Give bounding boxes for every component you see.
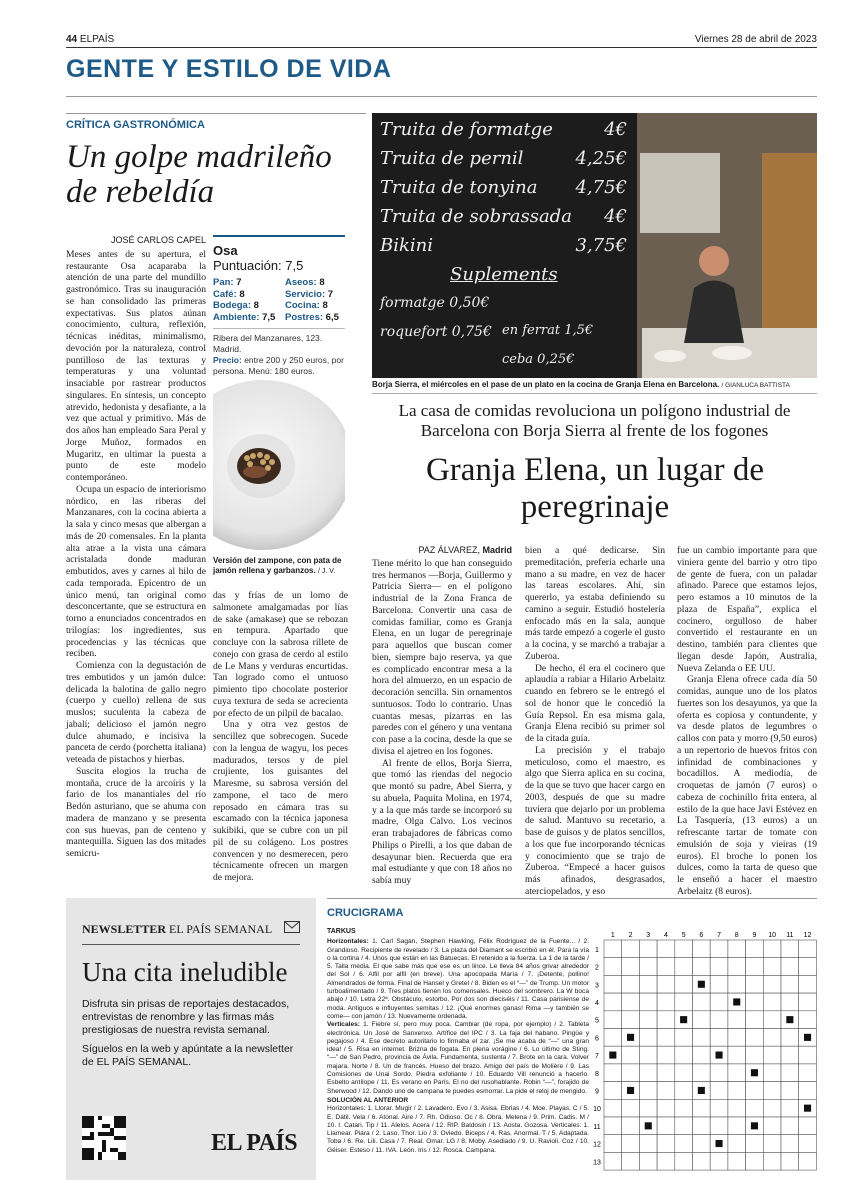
grid-col-number: 9 <box>752 932 757 939</box>
grid-cell[interactable] <box>657 975 675 993</box>
grid-cell[interactable] <box>675 1152 693 1170</box>
grid-cell[interactable] <box>710 975 728 993</box>
grid-row-number: 6 <box>595 1035 599 1043</box>
grid-cell[interactable] <box>693 1117 711 1135</box>
envelope-icon <box>284 920 300 938</box>
grid-cell[interactable] <box>604 993 622 1011</box>
qr-code-icon[interactable] <box>82 1116 126 1160</box>
grid-cell[interactable] <box>675 1064 693 1082</box>
grid-cell[interactable] <box>693 940 711 958</box>
grid-cell[interactable] <box>693 1152 711 1170</box>
grid-cell[interactable] <box>799 975 817 993</box>
grid-cell[interactable] <box>675 1082 693 1100</box>
grid-black-square <box>680 1016 687 1023</box>
grid-col-number: 1 <box>610 932 615 939</box>
grid-cell[interactable] <box>604 1152 622 1170</box>
grid-cell[interactable] <box>604 940 622 958</box>
grid-cell[interactable] <box>693 1099 711 1117</box>
scorecard-name: Osa <box>213 243 238 258</box>
feature-column-2 <box>525 545 665 898</box>
grid-cell[interactable] <box>710 1064 728 1082</box>
grid-cell[interactable] <box>728 958 746 976</box>
feature-byline: PAZ ÁLVAREZ, Madrid <box>418 545 512 555</box>
grid-cell[interactable] <box>781 1046 799 1064</box>
grid-cell[interactable] <box>622 940 640 958</box>
dish-photo <box>213 380 345 555</box>
grid-cell[interactable] <box>622 1011 640 1029</box>
grid-row-number: 3 <box>595 982 599 990</box>
chalkboard-photo <box>372 113 817 378</box>
chalkboard-menu: Truita de formatge Truita de pernil Truita de tonyina Truita de sobrassada Bikini Suplements formatge 0,50€ roquefort 0,75€ <box>380 119 572 340</box>
feature-paragraph: bien a qué dedicarse. Sin premeditación, prefería echarle una mano a su madre, en vez de hacer las tareas escolares. Ahí, sin quererlo, ya estaba definiendo su camino a seguir. Estudió hostelería enfocado más en la sala, aunque más tarde empezó a cogerle el gusto a la cocina, y se marchó a trabajar a Zuberoa. <box>525 545 665 662</box>
grid-col-number: 7 <box>717 932 722 939</box>
newsletter-ad[interactable] <box>66 898 316 1180</box>
grid-cell[interactable] <box>799 1135 817 1153</box>
newsletter-text: Disfruta sin prisas de reportajes destacados, entrevistas de renombre y las firmas más prestigiosas de nuestra revista semanal. <box>82 998 290 1036</box>
grid-cell[interactable] <box>746 1152 764 1170</box>
grid-cell[interactable] <box>763 1011 781 1029</box>
grid-cell[interactable] <box>622 1117 640 1135</box>
grid-cell[interactable] <box>657 958 675 976</box>
newsletter-cta: Síguelos en la web y apúntate a la newsletter de EL PAÍS SEMANAL. <box>82 1043 294 1068</box>
grid-cell[interactable] <box>746 975 764 993</box>
review-paragraph: Meses antes de su apertura, el restaurante Osa acaparaba la atención de una parte del mundillo gastronómico. Tras su inauguración se han consolidado las primeras expectativas. Sus platos aúnan conocimiento, cultura, reflexión, técnicas inéditas, minimalismo, devoción por la naturaleza, control puntilloso de las texturas y temperaturas y una voluntad insaciable por rastrear productos singulares. En síntesis, un concepto atrevido, hedonista y desafiante, a la vez que actual y primitivo. Más de dos años han empleado Sara Peral y Jorge Muñoz, formados en Mugaritz, en ultimar la puesta a punto de este modelo contemporáneo. <box>66 248 206 483</box>
scorecard-score: Puntuación: 7,5 <box>213 258 304 273</box>
grid-cell[interactable] <box>622 993 640 1011</box>
grid-col-number: 11 <box>786 932 794 939</box>
grid-cell[interactable] <box>728 1152 746 1170</box>
feature-paragraph: Tiene mérito lo que han conseguido tres hermanos —Borja, Guillermo y Patricia Sierra— en el polígono industrial de la Zona Franca de Barcelona. Convertir una casa de comidas familiar, como es Granja Elena, en un lugar de peregrinaje para aquellos que buscan comer bien, siempre bajo reserva, ya que es complicado encontrar mesa a la hora del almuerzo, en un espacio de decoración sencilla. Sin ornamentos suntuosos. Todo lo contrario. Unas cuantas mesas, pizarras en las paredes con el género y una ventana con pase a la cocina, desde la que se divisa el ajetreo en los fogones. <box>372 557 512 757</box>
grid-cell[interactable] <box>604 1011 622 1029</box>
grid-cell[interactable] <box>728 1099 746 1117</box>
grid-cell[interactable] <box>675 1135 693 1153</box>
grid-cell[interactable] <box>657 1135 675 1153</box>
feature-paragraph: fue un cambio importante para que viniera gente del barrio y otro tipo de gente de fuera, con un paladar afinado. Parece que estamos lejos, pero estamos a 10 minutos de la plaza de España”, explica el cocinero, orgulloso de haber convertido el restaurante en un destino, también para clientes que llegan desde Japón, Australia, Nueva Zelanda o EE UU. <box>677 545 817 674</box>
grid-cell[interactable] <box>763 975 781 993</box>
grid-cell[interactable] <box>763 993 781 1011</box>
grid-cell[interactable] <box>728 1011 746 1029</box>
grid-cell[interactable] <box>693 958 711 976</box>
grid-row-number: 2 <box>595 964 599 972</box>
grid-cell[interactable] <box>746 993 764 1011</box>
grid-cell[interactable] <box>746 1082 764 1100</box>
grid-black-square <box>751 1069 758 1076</box>
grid-col-number: 6 <box>699 932 704 939</box>
review-paragraph: Comienza con la degustación de tres embutidos y un jamón dulce: delicada la balotina de gallo negro (cuerpo y cuello) rellena de sus muslos; suculenta la cabeza de jabalí; delicioso el jamón negro dulce ahumado, e incisiva la panceta de cerdo (porchetta italiana) veteada de pistachos y hierbas. <box>66 660 206 765</box>
crossword-clues: TARKUS Horizontales: 1. Carl Sagan, Stephen Hawking, Félix Rodríguez de la Fuente... / 2. Grandioso. Recipiente de revelado / 3. La plaza del Diamant se escribió en él. Para la vía o la cortina / 4. Unos que están en las Batuecas. El retenido a la fuerza. La 1 de la tarde / 5. Talla media. El que sabe más que ese es un lince. Le lleva 84 años grivar alrededor del Sol / 6. Alfil por alfil (en breve). Una apocopada María / 7. ¡Detente, pollino! Almendrados de forma. Final de Hansel y Gretel / 8. Biden es el “—” de Trump. Un motor turboalimentado / 9. Tres platos tienen los comensales. Hueco del sombrero. La W boca abajo / 10. Letra 22ª. Obstáculo, estorbo. Por dos son dieciséis / 11. Casa parisiense de moda. Antiguos e influyentes semitas / 12. ¡Qué enormes ganas! Rima —y también se come— con jamón / 13. Nuevamente ordenada. Verticales: 1. Fiebre sí, pero muy poca. Cambiar (de ropa, por ejemplo) / 2. Tableta electrónica. Un José de Sanxenxo. Artífice del IPC / 3. La faja del habano. Pingüe y pegajoso / 4. Ese decreto autoritario lo firmaba el zar. ¡Se me acaba de “—” una gran idea! / 5. Risa en internet. Brizna de fogata. En plena vorágine / 6. Lo último de Sting. “—” de San Pedro, provincia de Ávila. Fundamenta, sustenta / 7. Brote en la cara. Volver majara. Norte / 8. Un de francés. Hueso del brazo. Amigo del país de Molière / 9. Las Comisiones de Unai Sordo. Piedra exfoliante / 10. Eduardo Vill renunció a hacerlo. Esbelto antílope / 11. Es verano en París. El no del rusohablante. Robin “—”, forajido de Sherwood / 12. Dando uno de campana te puedes esmorrar. La pide el reloj de mengido. SOLUCIÓN AL ANTERIOR Horizontales: 1. Llorar. Mugir / 2. Lavadero. Evo / 3. Asisa. Ebrias / 4. Moe. Playas. C / 5. E. Dátil. Vela / 6. Atonal. Aire / 7. Rh. Odioso. Oc / 8. Obra. Melena / 9. Prim. Cadis. M / 10. I. Catari. Tip / 11. Alelos. Acera / 12. RIP. Baldosin / 13. Aosta. Gozosa. Verticales: 1. Llamear. Piara / 2. Laso. Thor. Lio / 3. Oviedo. Biceps / 4. Ras. Anormal. T / 5. Adaptada. Toba / 6. Re. Lili. Casa / 7. Real. Omar. LG / 8. Moby. Asediado / 9. U. Ravioli. Coz / 10. Géiser. Esteso / 11. IVA. León. Iris / 12. Rosca. Campana. <box>327 928 589 1154</box>
grid-cell[interactable] <box>639 1029 657 1047</box>
grid-cell[interactable] <box>639 1082 657 1100</box>
grid-cell[interactable] <box>781 1029 799 1047</box>
grid-cell[interactable] <box>746 1046 764 1064</box>
grid-cell[interactable] <box>746 1135 764 1153</box>
scorecard: Osa Puntuación: 7,5 Pan: 7 Café: 8 Bodega: 8 Ambiente: 7,5 Aseos: 8 Servicio: 7 Cocina: 8 Postres: 6,5 Ribera del Manzanares, 123. Madrid. Precio: entre 200 y 250 euros, por persona. Menú: 180 euros. <box>213 235 345 377</box>
grid-cell[interactable] <box>763 1029 781 1047</box>
grid-cell[interactable] <box>710 958 728 976</box>
grid-cell[interactable] <box>763 1099 781 1117</box>
grid-col-number: 10 <box>768 932 777 939</box>
header-rule <box>66 47 817 48</box>
newsletter-label: NEWSLETTER EL PAÍS SEMANAL <box>82 921 273 936</box>
grid-cell[interactable] <box>710 1011 728 1029</box>
grid-cell[interactable] <box>728 975 746 993</box>
grid-cell[interactable] <box>763 1117 781 1135</box>
review-title: Un golpe madrileño de rebeldía <box>66 139 332 210</box>
feature-paragraph: Granja Elena ofrece cada día 50 comidas, aunque uno de los platos fuertes son los desayunos, ya que la oferta es copiosa y contundente, y va desde platos de legumbres o callos con pata y morro (9,50 euros) a un repertorio de huevos fritos con infinidad de combinaciones y bocadillos. A mediodía, de croquetas de jamón (7 euros) o cabeza de cochinillo frita entera, al estilo de la que hace Javi Estévez en La Tasquería, (13 euros) a un refrescante tartar de tomate con emulsión de soja y vieiras (19 euros). El broche lo ponen los dulces, como la tarta de queso que le enseñó a hacer el maestro Arbelaitz (8 euros). <box>677 674 817 897</box>
section-rule <box>66 96 817 97</box>
grid-cell[interactable] <box>657 993 675 1011</box>
grid-black-square <box>716 1052 723 1059</box>
grid-cell[interactable] <box>675 1029 693 1047</box>
solution-text: Horizontales: 1. Llorar. Mugir / 2. Lavadero. Evo / 3. Asisa. Ebrias / 4. Moe. Playas. C / 5. E. Dátil. Vela / 6. Atonal. Aire / 7. Rh. Odioso. Oc / 8. Obra. Melena / 9. Prim. Cadis. M / 10. I. Catari. Tip / 11. Alelos. Acera / 12. RIP. Baldosin / 13. Aosta. Gozosa. Verticales: 1. Llamear. Piara / 2. Laso. Thor. Lio / 3. Oviedo. Biceps / 4. Ras. Anormal. T / 5. Adaptada. Toba / 6. Re. Lili. Casa / 7. Real. Omar. LG / 8. Moby. Asediado / 9. U. Ravioli. Coz / 10. Géiser. Esteso / 11. IVA. León. Iris / 12. Rosca. Campana. <box>327 1105 589 1154</box>
grid-cell[interactable] <box>710 993 728 1011</box>
grid-row-number: 8 <box>595 1070 599 1078</box>
grid-cell[interactable] <box>799 1011 817 1029</box>
grid-row-number: 11 <box>593 1123 601 1131</box>
grid-cell[interactable] <box>781 1135 799 1153</box>
grid-cell[interactable] <box>675 1117 693 1135</box>
grid-cell[interactable] <box>728 1046 746 1064</box>
grid-cell[interactable] <box>710 940 728 958</box>
feature-column-1 <box>372 545 512 887</box>
grid-black-square <box>609 1052 616 1059</box>
grid-cell[interactable] <box>781 1064 799 1082</box>
grid-cell[interactable] <box>604 1029 622 1047</box>
grid-cell[interactable] <box>639 958 657 976</box>
grid-cell[interactable] <box>604 1135 622 1153</box>
grid-cell[interactable] <box>675 1046 693 1064</box>
grid-col-number: 5 <box>681 932 686 939</box>
review-paragraph: Ocupa un espacio de interiorismo nórdico, en las riberas del Manzanares, con la cocina abierta a la sala y cinco mesas que albergan a más de 20 comensales. En la planta alta atrae a la vista una cámara acristalada donde maduran embutidos, aves y carnes al hilo de cada temporada. Epicentro de un único menú, tan original como desconcertante, que se estructura en torno a enunciados concentrados en trilogías: los ingredientes, sus procedencias y las técnicas que reciben. <box>66 483 206 660</box>
grid-cell[interactable] <box>728 1135 746 1153</box>
grid-row-number: 1 <box>595 946 599 954</box>
review-paragraph: Suscita elogios la trucha de montaña, cruce de la arcoíris y la fario de los manantiales del río Bedón asturiano, que se ahuma con madera de manzano y se presenta con sus huevas, pan de centeno y mantequilla. Siguen las dos mitades semicru- <box>66 765 206 859</box>
feature-subtitle: La casa de comidas revoluciona un polígono industrial de Barcelona con Borja Sierra al frente de los fogones <box>398 401 791 440</box>
grid-black-square <box>804 1105 811 1112</box>
grid-cell[interactable] <box>763 1046 781 1064</box>
grid-cell[interactable] <box>604 975 622 993</box>
grid-col-number: 3 <box>646 932 651 939</box>
grid-cell[interactable] <box>763 940 781 958</box>
grid-cell[interactable] <box>639 940 657 958</box>
grid-cell[interactable] <box>746 1099 764 1117</box>
grid-cell[interactable] <box>746 940 764 958</box>
grid-cell[interactable] <box>763 1064 781 1082</box>
grid-cell[interactable] <box>657 1117 675 1135</box>
section-title: GENTE Y ESTILO DE VIDA <box>66 55 392 83</box>
grid-cell[interactable] <box>675 940 693 958</box>
grid-black-square <box>645 1122 652 1129</box>
grid-cell[interactable] <box>639 1152 657 1170</box>
grid-cell[interactable] <box>693 1046 711 1064</box>
grid-black-square <box>786 1016 793 1023</box>
grid-cell[interactable] <box>781 958 799 976</box>
grid-cell[interactable] <box>622 1152 640 1170</box>
grid-cell[interactable] <box>675 958 693 976</box>
review-kicker: CRÍTICA GASTRONÓMICA <box>66 119 205 131</box>
review-byline: JOSÉ CARLOS CAPEL <box>110 235 206 245</box>
restaurant-price: Precio: entre 200 y 250 euros, por persona. Menú: 180 euros. <box>213 355 344 376</box>
grid-black-square <box>733 998 740 1005</box>
grid-cell[interactable] <box>657 940 675 958</box>
solution-title: SOLUCIÓN AL ANTERIOR <box>327 1096 409 1104</box>
grid-cell[interactable] <box>763 1135 781 1153</box>
grid-cell[interactable] <box>622 1099 640 1117</box>
crossword-title: CRUCIGRAMA <box>327 907 404 919</box>
grid-cell[interactable] <box>746 1011 764 1029</box>
review-paragraph: das y frías de un lomo de salmonete amalgamadas por lías de sake (amakase) que se rebozan en tempura. Apartado que concluye con la sabrosa rillete de conejo con grasa de cerdo al estilo de Le Mans y verduras encurtidas. Tan logrado como el untuoso pimiento tipo chocolate posterior cuya textura de seda se acrecienta por efecto de un pilpil de bacalao. <box>213 590 348 719</box>
grid-cell[interactable] <box>781 940 799 958</box>
grid-row-number: 4 <box>595 999 599 1007</box>
grid-cell[interactable] <box>746 1029 764 1047</box>
grid-row-number: 7 <box>595 1053 599 1061</box>
grid-row-number: 5 <box>595 1017 599 1025</box>
restaurant-address: Ribera del Manzanares, 123. Madrid. <box>213 333 323 354</box>
chalkboard-prices: 4€ 4,25€ 4,75€ 4€ 3,75€ <box>575 119 627 256</box>
grid-cell[interactable] <box>781 1152 799 1170</box>
grid-cell[interactable] <box>675 1099 693 1117</box>
grid-cell[interactable] <box>710 1152 728 1170</box>
grid-row-number: 9 <box>595 1088 599 1096</box>
feature-photo-caption: Borja Sierra, el miércoles en el pase de un plato en la cocina de Granja Elena en Barcelona. / GIANLUCA BATTISTA <box>372 380 790 389</box>
grid-cell[interactable] <box>799 993 817 1011</box>
grid-cell[interactable] <box>693 1029 711 1047</box>
grid-cell[interactable] <box>781 975 799 993</box>
grid-cell[interactable] <box>639 1011 657 1029</box>
grid-cell[interactable] <box>657 1011 675 1029</box>
grid-cell[interactable] <box>657 1152 675 1170</box>
grid-black-square <box>698 981 705 988</box>
grid-cell[interactable] <box>728 1117 746 1135</box>
grid-row-number: 12 <box>593 1141 601 1149</box>
grid-cell[interactable] <box>622 1046 640 1064</box>
grid-black-square <box>627 1034 634 1041</box>
feature-paragraph: Al frente de ellos, Borja Sierra, que tomó las riendas del negocio que montó su padre, Abel Sierra, y su abuela, Paquita Molina, en 1974, y a la que más tarde se incorporó su madre, Olga Calvo. Los vecinos eran trabajadores de fábricas como Philips o Pirelli, a los que daban de desayunar bien. Recuerda que era mal estudiante y que con 18 años no sabía muy <box>372 757 512 886</box>
grid-row-number: 13 <box>593 1159 601 1167</box>
clues-horizontal: Horizontales: 1. Carl Sagan, Stephen Hawking, Félix Rodríguez de la Fuente... / 2. Grandioso. Recipiente de revelado / 3. La plaza del Diamant se escribió en él. Para la vía o la cortina / 4. Unos que están en las Batuecas. El retenido a la fuerza. La 1 de la tarde / 5. Talla media. El que sabe más que ese es un lince. Le lleva 84 años grivar alrededor del Sol / 6. Alfil por alfil (en breve). Una apocopada María / 7. ¡Detente, pollino! Almendrados de forma. Final de Hansel y Gretel / 8. Biden es el “—” de Trump. Un motor turboalimentado / 9. Tres platos tienen los comensales. Hueco del sombrero. La W boca abajo / 10. Letra 22ª. Obstáculo, estorbo. Por dos son dieciséis / 11. Casa parisiense de moda. Antiguos e influyentes semitas / 12. ¡Qué enormes ganas! Rima —y también se come— con jamón / 13. Nuevamente ordenada. <box>327 938 589 1020</box>
newsletter-headline: Una cita ineludible <box>82 957 288 987</box>
grid-cell[interactable] <box>799 958 817 976</box>
review-column-2 <box>213 590 348 884</box>
grid-cell[interactable] <box>604 1117 622 1135</box>
kicker-rule <box>66 113 366 114</box>
grid-cell[interactable] <box>604 1099 622 1117</box>
grid-cell[interactable] <box>710 1099 728 1117</box>
crossword-grid[interactable] <box>592 928 817 1173</box>
grid-cell[interactable] <box>781 993 799 1011</box>
grid-cell[interactable] <box>799 1064 817 1082</box>
grid-cell[interactable] <box>639 1046 657 1064</box>
grid-cell[interactable] <box>728 1064 746 1082</box>
grid-cell[interactable] <box>781 1099 799 1117</box>
grid-cell[interactable] <box>622 958 640 976</box>
grid-cell[interactable] <box>763 958 781 976</box>
grid-col-number: 2 <box>628 932 633 939</box>
grid-cell[interactable] <box>675 993 693 1011</box>
grid-cell[interactable] <box>639 1099 657 1117</box>
grid-cell[interactable] <box>639 1135 657 1153</box>
grid-cell[interactable] <box>710 1117 728 1135</box>
review-column-1 <box>66 235 206 860</box>
page-number: 44 ELPAÍS <box>66 34 115 45</box>
feature-paragraph: La precisión y el trabajo meticuloso, como el maestro, es algo que Sierra aplica en su cocina, de la que se tuvo que hacer cargo en 2003, después de que su madre tuviera que dejarlo por un problema de salud. Mantuvo su recetario, a base de guisos y de platos sencillos, a los que fue incorporando técnicas y conocimiento que se trajo de Zuberoa. “Empecé a hacer guisos más afinados, desgrasados, aterciopelados, y eso <box>525 744 665 897</box>
grid-cell[interactable] <box>710 1082 728 1100</box>
grid-cell[interactable] <box>622 1135 640 1153</box>
feature-paragraph: De hecho, él era el cocinero que aplaudía a rabiar a Hilario Arbelaitz cuando en febrero se le entregó el sol de honor que le concedió la Guía Repsol. En esa misma gala, Granja Elena recibió su primer sol de la citada guía. <box>525 662 665 744</box>
grid-cell[interactable] <box>693 993 711 1011</box>
grid-row-number: 10 <box>593 1106 601 1114</box>
grid-cell[interactable] <box>693 1064 711 1082</box>
grid-cell[interactable] <box>763 1152 781 1170</box>
grid-cell[interactable] <box>763 1082 781 1100</box>
grid-col-number: 8 <box>734 932 739 939</box>
grid-cell[interactable] <box>657 1064 675 1082</box>
caption-rule <box>372 393 817 394</box>
el-pais-logo: EL PAÍS <box>211 1130 298 1156</box>
grid-col-number: 4 <box>663 932 668 939</box>
clues-vertical: Verticales: 1. Fiebre sí, pero muy poca. Cambiar (de ropa, por ejemplo) / 2. Tableta electrónica. Un José de Sanxenxo. Artífice del IPC / 3. La faja del habano. Pingüe y pegajoso / 4. Ese decreto autoritario lo firmaba el zar. ¡Se me acaba de “—” una gran idea! / 5. Risa en internet. Brizna de fogata. En plena vorágine / 6. Lo último de Sting. “—” de San Pedro, provincia de Ávila. Fundamenta, sustenta / 7. Brote en la cara. Volver majara. Norte / 8. Un de francés. Hueso del brazo. Amigo del país de Molière / 9. Las Comisiones de Unai Sordo. Piedra exfoliante / 10. Eduardo Vill renunció a hacerlo. Esbelto antílope / 11. Es verano en París. El no del rusohablante. Robin “—”, forajido de Sherwood / 12. Dando uno de campana te puedes esmorrar. La pide el reloj de mengido. <box>327 1021 589 1095</box>
grid-cell[interactable] <box>746 958 764 976</box>
crossword-rule <box>327 898 817 899</box>
chalkboard-extras: en ferrat 1,5€ ceba 0,25€ <box>502 323 594 367</box>
grid-cell[interactable] <box>657 1099 675 1117</box>
grid-cell[interactable] <box>693 1011 711 1029</box>
grid-black-square <box>716 1140 723 1147</box>
grid-cell[interactable] <box>799 940 817 958</box>
grid-cell[interactable] <box>657 1046 675 1064</box>
grid-black-square <box>804 1034 811 1041</box>
issue-date: Viernes 28 de abril de 2023 <box>694 34 817 45</box>
grid-cell[interactable] <box>799 1046 817 1064</box>
grid-black-square <box>698 1087 705 1094</box>
grid-cell[interactable] <box>728 940 746 958</box>
grid-cell[interactable] <box>693 1135 711 1153</box>
grid-cell[interactable] <box>622 1064 640 1082</box>
review-paragraph: Una y otra vez gestos de sencillez que sobrecogen. Sucede con la lengua de wagyu, los peces madurados, tersos y de piel crujiente, los guisantes del Maresme, su sabrosa versión del zampone, el taco de mero reposado en cámara tras su escamado con la técnica japonesa sukibiki, que se cubre con un pil pil de su colágeno. Los postres convencen y no desmerecen, pero técnicamente ofrecen un margen de mejora. <box>213 719 348 883</box>
grid-cell[interactable] <box>622 975 640 993</box>
grid-cell[interactable] <box>710 1029 728 1047</box>
grid-cell[interactable] <box>639 1064 657 1082</box>
grid-cell[interactable] <box>604 1082 622 1100</box>
grid-cell[interactable] <box>799 1082 817 1100</box>
grid-black-square <box>751 1122 758 1129</box>
grid-cell[interactable] <box>799 1152 817 1170</box>
dish-photo-caption: Versión del zampone, con pata de jamón rellena y garbanzos. / J. V. <box>213 556 342 575</box>
grid-cell[interactable] <box>657 1082 675 1100</box>
grid-cell[interactable] <box>604 958 622 976</box>
grid-cell[interactable] <box>604 1064 622 1082</box>
grid-cell[interactable] <box>799 1117 817 1135</box>
grid-cell[interactable] <box>781 1082 799 1100</box>
grid-cell[interactable] <box>728 1029 746 1047</box>
grid-black-square <box>627 1087 634 1094</box>
feature-title: Granja Elena, un lugar de peregrinaje <box>425 452 765 525</box>
grid-cell[interactable] <box>639 975 657 993</box>
grid-cell[interactable] <box>657 1029 675 1047</box>
grid-cell[interactable] <box>675 975 693 993</box>
grid-cell[interactable] <box>781 1117 799 1135</box>
grid-cell[interactable] <box>728 1082 746 1100</box>
feature-column-3 <box>677 545 817 898</box>
grid-col-number: 12 <box>803 932 812 939</box>
grid-cell[interactable] <box>639 993 657 1011</box>
